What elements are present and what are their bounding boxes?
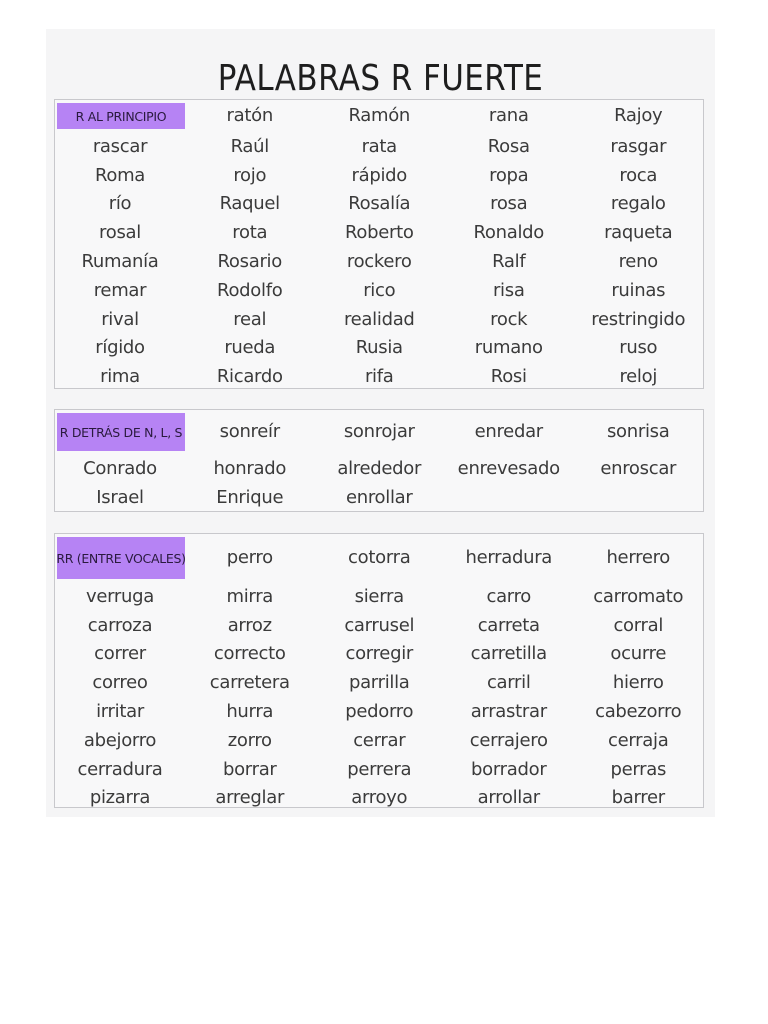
word-cell: corregir	[345, 643, 413, 665]
word-cell: borrador	[471, 758, 547, 780]
word-cell: correcto	[213, 643, 286, 665]
word-cell: rana	[488, 104, 529, 126]
word-cell: arrastrar	[470, 701, 547, 723]
word-cell: perrera	[347, 758, 412, 780]
word-cell: sonrojar	[343, 420, 415, 442]
word-cell: rígido	[95, 337, 145, 359]
word-cell: arroyo	[351, 787, 408, 809]
word-cell: ruinas	[611, 279, 666, 301]
section-label-cell	[55, 410, 185, 454]
word-cell: Rosario	[217, 251, 282, 273]
word-cell: sierra	[354, 585, 404, 607]
word-cell: honrado	[213, 457, 287, 479]
word-cell: ruso	[619, 337, 658, 359]
page-title: PALABRAS R FUERTE	[217, 58, 544, 99]
word-cell: carril	[486, 672, 531, 694]
word-cell: Rusia	[355, 337, 403, 359]
word-cell: rival	[101, 308, 139, 330]
word-cell: hurra	[226, 701, 274, 723]
word-cell: carrusel	[344, 614, 415, 636]
word-cell: rosa	[490, 193, 528, 215]
word-cell: Rosa	[487, 135, 530, 157]
word-cell: enredar	[474, 420, 543, 442]
word-cell: rico	[363, 279, 396, 301]
section-label-cell	[55, 534, 185, 582]
word-cell: Ramón	[348, 104, 411, 126]
word-cell: hierro	[612, 672, 664, 694]
word-cell: rota	[232, 222, 268, 244]
word-cell: herradura	[465, 546, 553, 568]
word-cell: carretilla	[470, 643, 547, 665]
word-cell: Raquel	[219, 193, 280, 215]
word-cell: reloj	[619, 366, 658, 388]
word-grid	[55, 534, 703, 812]
word-cell: Enrique	[216, 486, 284, 508]
word-cell: barrer	[611, 787, 665, 809]
word-cell: Rosalía	[348, 193, 411, 215]
word-cell: enroscar	[600, 457, 677, 479]
word-cell: rosal	[99, 222, 141, 244]
word-cell: rumano	[474, 337, 543, 359]
word-cell: rueda	[224, 337, 276, 359]
word-cell: cotorra	[348, 546, 411, 568]
word-cell: rock	[490, 308, 528, 330]
word-cell: herrero	[606, 546, 671, 568]
word-cell: perras	[610, 758, 667, 780]
word-cell: sonreír	[219, 420, 280, 442]
word-cell: corral	[613, 614, 664, 636]
word-cell: arreglar	[215, 787, 285, 809]
word-cell: parrilla	[348, 672, 410, 694]
word-cell: carro	[486, 585, 532, 607]
word-cell: rockero	[346, 251, 412, 273]
word-cell: Raúl	[230, 135, 269, 157]
word-cell: alrededor	[337, 457, 422, 479]
word-cell: arrollar	[477, 787, 540, 809]
word-cell: cerrar	[353, 729, 406, 751]
word-cell: rápido	[351, 164, 407, 186]
section-label-cell	[55, 100, 185, 132]
word-cell	[574, 483, 704, 512]
word-cell: borrar	[222, 758, 277, 780]
word-cell: carroza	[87, 614, 153, 636]
word-cell: rojo	[233, 164, 267, 186]
word-cell: cabezorro	[595, 701, 682, 723]
word-cell: ratón	[226, 104, 273, 126]
word-cell: abejorro	[83, 729, 157, 751]
word-grid	[55, 410, 703, 512]
word-cell: restringido	[591, 308, 686, 330]
section-rr-entre-vocales	[54, 533, 704, 808]
word-cell: río	[108, 193, 132, 215]
word-grid	[55, 100, 703, 391]
word-cell: Ralf	[492, 251, 526, 273]
word-cell: verruga	[86, 585, 154, 607]
word-cell: Rodolfo	[217, 279, 283, 301]
word-cell: mirra	[226, 585, 274, 607]
word-cell	[444, 483, 574, 512]
word-cell: carreta	[477, 614, 540, 636]
word-cell: cerradura	[77, 758, 163, 780]
word-cell: carretera	[209, 672, 290, 694]
word-cell: pedorro	[345, 701, 414, 723]
word-cell: cerrajero	[469, 729, 548, 751]
word-cell: Ronaldo	[473, 222, 544, 244]
word-cell: risa	[492, 279, 525, 301]
word-cell: reno	[618, 251, 658, 273]
word-cell: ropa	[489, 164, 529, 186]
word-cell: Ricardo	[216, 366, 283, 388]
word-cell: irritar	[96, 701, 144, 723]
word-cell: raqueta	[604, 222, 673, 244]
word-cell: ocurre	[610, 643, 667, 665]
word-cell: Roberto	[344, 222, 414, 244]
word-cell: rasgar	[610, 135, 667, 157]
word-cell: roca	[619, 164, 658, 186]
word-cell: Roma	[94, 164, 146, 186]
word-cell: arroz	[227, 614, 272, 636]
section-label: RR (ENTRE VOCALES)	[57, 537, 185, 579]
word-cell: perro	[226, 546, 273, 568]
word-cell: realidad	[343, 308, 415, 330]
section-r-al-principio	[54, 99, 704, 389]
word-cell: enrollar	[345, 486, 413, 508]
word-cell: correr	[94, 643, 146, 665]
word-cell: pizarra	[89, 787, 151, 809]
word-cell: zorro	[227, 729, 272, 751]
word-cell: rascar	[92, 135, 148, 157]
word-cell: Rumanía	[81, 251, 159, 273]
word-cell: rifa	[364, 366, 394, 388]
word-cell: sonrisa	[606, 420, 670, 442]
word-cell: carromato	[593, 585, 684, 607]
word-cell: rata	[361, 135, 397, 157]
word-cell: Rosi	[490, 366, 527, 388]
word-cell: Rajoy	[614, 104, 663, 126]
word-cell: Israel	[96, 486, 144, 508]
word-cell: correo	[92, 672, 148, 694]
section-label: R DETRÁS DE N, L, S	[57, 413, 185, 451]
word-cell: Conrado	[83, 457, 157, 479]
word-cell: rima	[100, 366, 140, 388]
section-r-detras-de-nls	[54, 409, 704, 512]
word-cell: cerraja	[608, 729, 669, 751]
word-cell: real	[233, 308, 267, 330]
word-cell: enrevesado	[457, 457, 560, 479]
word-cell: remar	[93, 279, 147, 301]
word-cell: regalo	[610, 193, 666, 215]
section-label: R AL PRINCIPIO	[57, 103, 185, 129]
